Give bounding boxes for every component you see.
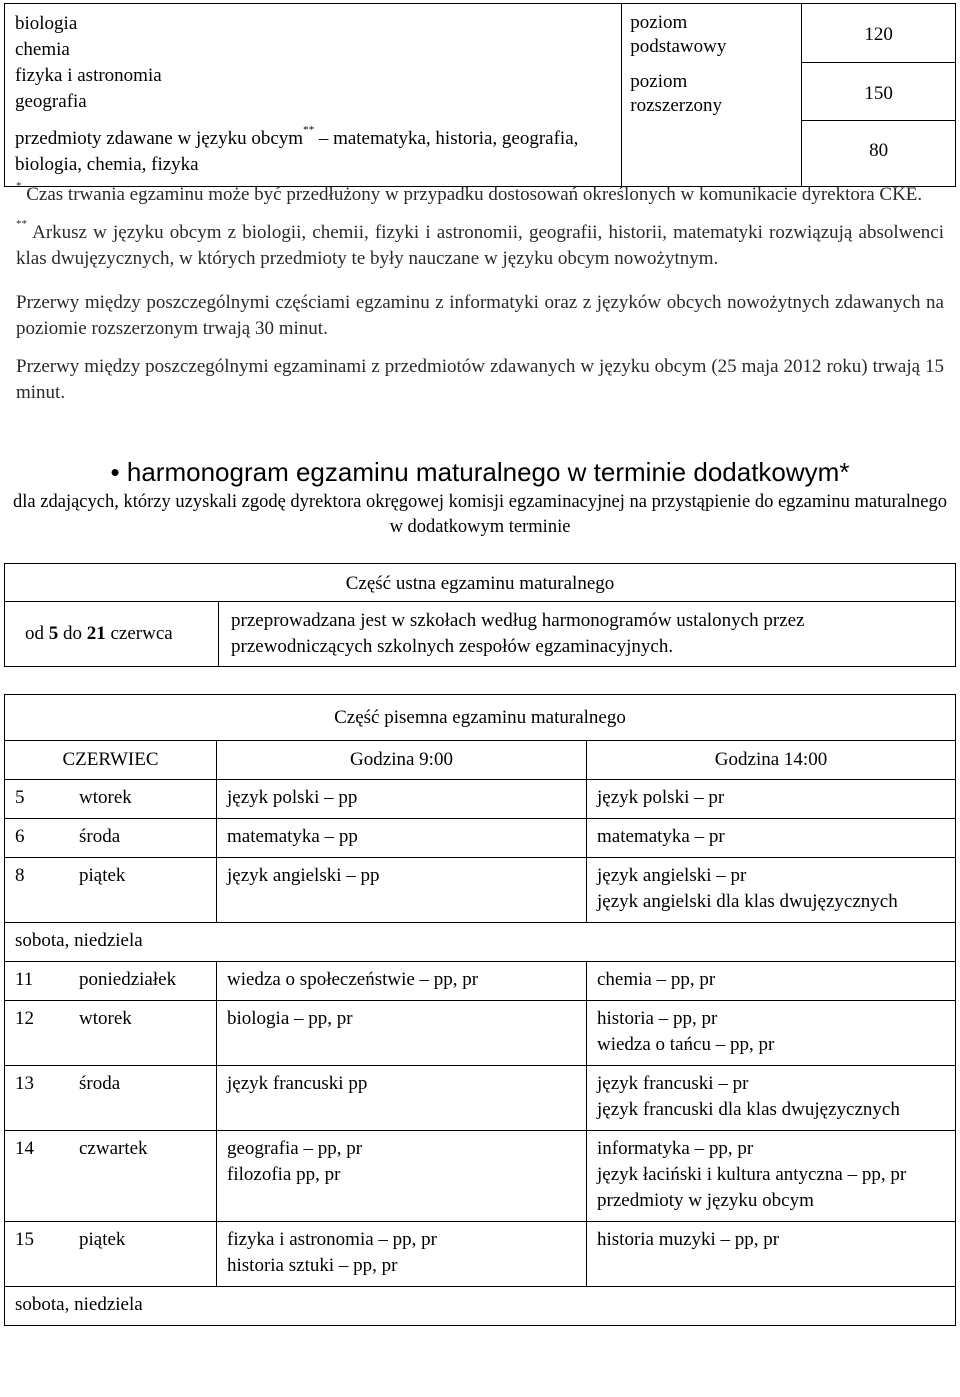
day-cell xyxy=(5,780,217,819)
subjects-cell xyxy=(5,4,622,187)
schedule-row xyxy=(5,962,956,1001)
day-cell xyxy=(5,1066,217,1131)
day-number: 8 xyxy=(15,865,25,886)
exam-item: matematyka – pr xyxy=(597,826,725,847)
morning-exams xyxy=(217,1131,587,1222)
exam-item: język polski – pr xyxy=(597,787,725,808)
oral-date: od 5 do 21 czerwca xyxy=(5,602,219,667)
day-cell xyxy=(5,1001,217,1066)
exam-item: przedmioty w języku obcym xyxy=(597,1190,814,1211)
morning-exams xyxy=(217,962,587,1001)
schedule-row xyxy=(5,1131,956,1222)
exam-item: informatyka – pp, pr xyxy=(597,1138,754,1159)
subject-item: chemia xyxy=(15,39,70,60)
afternoon-exams xyxy=(587,1131,956,1222)
exam-item: matematyka – pp xyxy=(227,826,358,847)
exam-item: wiedza o tańcu – pp, pr xyxy=(597,1034,775,1055)
exam-item: historia muzyki – pp, pr xyxy=(597,1229,780,1250)
exam-item: język angielski dla klas dwujęzycznych xyxy=(597,891,898,912)
col-afternoon: Godzina 14:00 xyxy=(587,741,956,780)
exam-item: język angielski – pp xyxy=(227,865,380,886)
schedule-row xyxy=(5,819,956,858)
exam-item: język angielski – pr xyxy=(597,865,747,886)
subject-item: fizyka i astronomia xyxy=(15,65,162,86)
morning-exams xyxy=(217,1001,587,1066)
section-subtitle: dla zdających, którzy uzyskali zgodę dyrektora okręgowej komisji egzaminacyjnej na przystąpienie do egzaminu maturalnego w dodatkowym terminie xyxy=(13,492,947,537)
afternoon-exams xyxy=(587,1222,956,1287)
oral-exam-table xyxy=(4,563,956,667)
day-cell xyxy=(5,819,217,858)
footnote-1: * Czas trwania egzaminu może być przedłużony w przypadku dostosowań określonych w komunikacie dyrektora CKE. xyxy=(16,180,923,205)
afternoon-exams xyxy=(587,1066,956,1131)
exam-item: filozofia pp, pr xyxy=(227,1164,341,1185)
day-name: piątek xyxy=(79,865,126,886)
schedule-row xyxy=(5,780,956,819)
afternoon-exams xyxy=(587,858,956,923)
day-name: wtorek xyxy=(79,1008,132,1029)
column-headers xyxy=(5,741,956,780)
break-note-1: Przerwy między poszczególnymi częściami egzaminu z informatyki oraz z języków obcych nowożytnych zdawanych na poziomie rozszerzonym trwają 30 minut. xyxy=(16,292,944,339)
exam-item: fizyka i astronomia – pp, pr xyxy=(227,1229,438,1250)
day-cell xyxy=(5,858,217,923)
schedule-row xyxy=(5,858,956,923)
day-name: czwartek xyxy=(79,1138,148,1159)
level-extended: poziom rozszerzony xyxy=(630,71,723,116)
minutes-extended: 150 xyxy=(802,62,955,120)
day-number: 15 xyxy=(15,1229,34,1250)
minutes-cell xyxy=(802,4,956,187)
section-title: • harmonogram egzaminu maturalnego w terminie dodatkowym* xyxy=(110,457,850,487)
day-name: poniedziałek xyxy=(79,969,177,990)
morning-exams xyxy=(217,819,587,858)
oral-header: Część ustna egzaminu maturalnego xyxy=(5,564,956,602)
schedule-row xyxy=(5,1287,956,1326)
day-number: 13 xyxy=(15,1073,34,1094)
morning-exams xyxy=(217,780,587,819)
exam-item: język łaciński i kultura antyczna – pp, pr xyxy=(597,1164,907,1185)
day-cell xyxy=(5,962,217,1001)
schedule-row xyxy=(5,1066,956,1131)
levels-cell xyxy=(622,4,802,187)
exam-item: geografia – pp, pr xyxy=(227,1138,363,1159)
footnote-marker: ** xyxy=(303,124,315,136)
afternoon-exams xyxy=(587,780,956,819)
subject-item: biologia xyxy=(15,13,78,34)
exam-item: język francuski – pr xyxy=(597,1073,749,1094)
exam-duration-table xyxy=(4,3,956,187)
col-morning: Godzina 9:00 xyxy=(217,741,587,780)
morning-exams xyxy=(217,858,587,923)
col-month: CZERWIEC xyxy=(5,741,217,780)
day-name: piątek xyxy=(79,1229,126,1250)
weekend-cell: sobota, niedziela xyxy=(5,1287,956,1326)
day-number: 12 xyxy=(15,1008,34,1029)
exam-item: historia – pp, pr xyxy=(597,1008,718,1029)
minutes-bilingual: 80 xyxy=(802,120,955,186)
day-number: 5 xyxy=(15,787,25,808)
written-header: Część pisemna egzaminu maturalnego xyxy=(5,695,956,741)
exam-item: język polski – pp xyxy=(227,787,358,808)
schedule-row xyxy=(5,1222,956,1287)
schedule-row xyxy=(5,923,956,962)
bilingual-subjects: przedmioty zdawane w języku obcym** – matematyka, historia, geografia, biologia, chemia, fizyka xyxy=(15,124,579,175)
footnotes xyxy=(16,182,944,406)
footnote-2: ** Arkusz w języku obcym z biologii, chemii, fizyki i astronomii, geografii, historii, matematyki rozwiązują absolwenci klas dwujęzycznych, w których przedmioty te były nauczane w języku obcym nowożytnym. xyxy=(16,218,944,269)
day-number: 14 xyxy=(15,1138,34,1159)
exam-item: język francuski pp xyxy=(227,1073,368,1094)
afternoon-exams xyxy=(587,819,956,858)
morning-exams xyxy=(217,1222,587,1287)
exam-item: język francuski dla klas dwujęzycznych xyxy=(597,1099,900,1120)
break-note-2: Przerwy między poszczególnymi egzaminami z przedmiotów zdawanych w języku obcym (25 maja 2012 roku) trwają 15 minut. xyxy=(16,356,944,403)
schedule-row xyxy=(5,1001,956,1066)
exam-item: biologia – pp, pr xyxy=(227,1008,353,1029)
minutes-basic: 120 xyxy=(864,24,893,45)
subject-item: geografia xyxy=(15,91,87,112)
day-number: 6 xyxy=(15,826,25,847)
oral-description: przeprowadzana jest w szkołach według harmonogramów ustalonych przez przewodniczących szkolnych zespołów egzaminacyjnych. xyxy=(219,602,956,667)
day-name: środa xyxy=(79,1073,121,1094)
morning-exams xyxy=(217,1066,587,1131)
weekend-cell: sobota, niedziela xyxy=(5,923,956,962)
afternoon-exams xyxy=(587,962,956,1001)
bullet-icon: • xyxy=(110,457,120,487)
level-basic: poziom podstawowy xyxy=(630,12,727,57)
exam-item: wiedza o społeczeństwie – pp, pr xyxy=(227,969,479,990)
exam-item: historia sztuki – pp, pr xyxy=(227,1255,398,1276)
exam-item: chemia – pp, pr xyxy=(597,969,716,990)
day-name: wtorek xyxy=(79,787,132,808)
schedule-rows xyxy=(5,780,956,1326)
subject-list xyxy=(15,11,611,115)
afternoon-exams xyxy=(587,1001,956,1066)
day-name: środa xyxy=(79,826,121,847)
day-cell xyxy=(5,1222,217,1287)
day-cell xyxy=(5,1131,217,1222)
written-exam-table xyxy=(4,694,956,1326)
day-number: 11 xyxy=(15,969,34,990)
